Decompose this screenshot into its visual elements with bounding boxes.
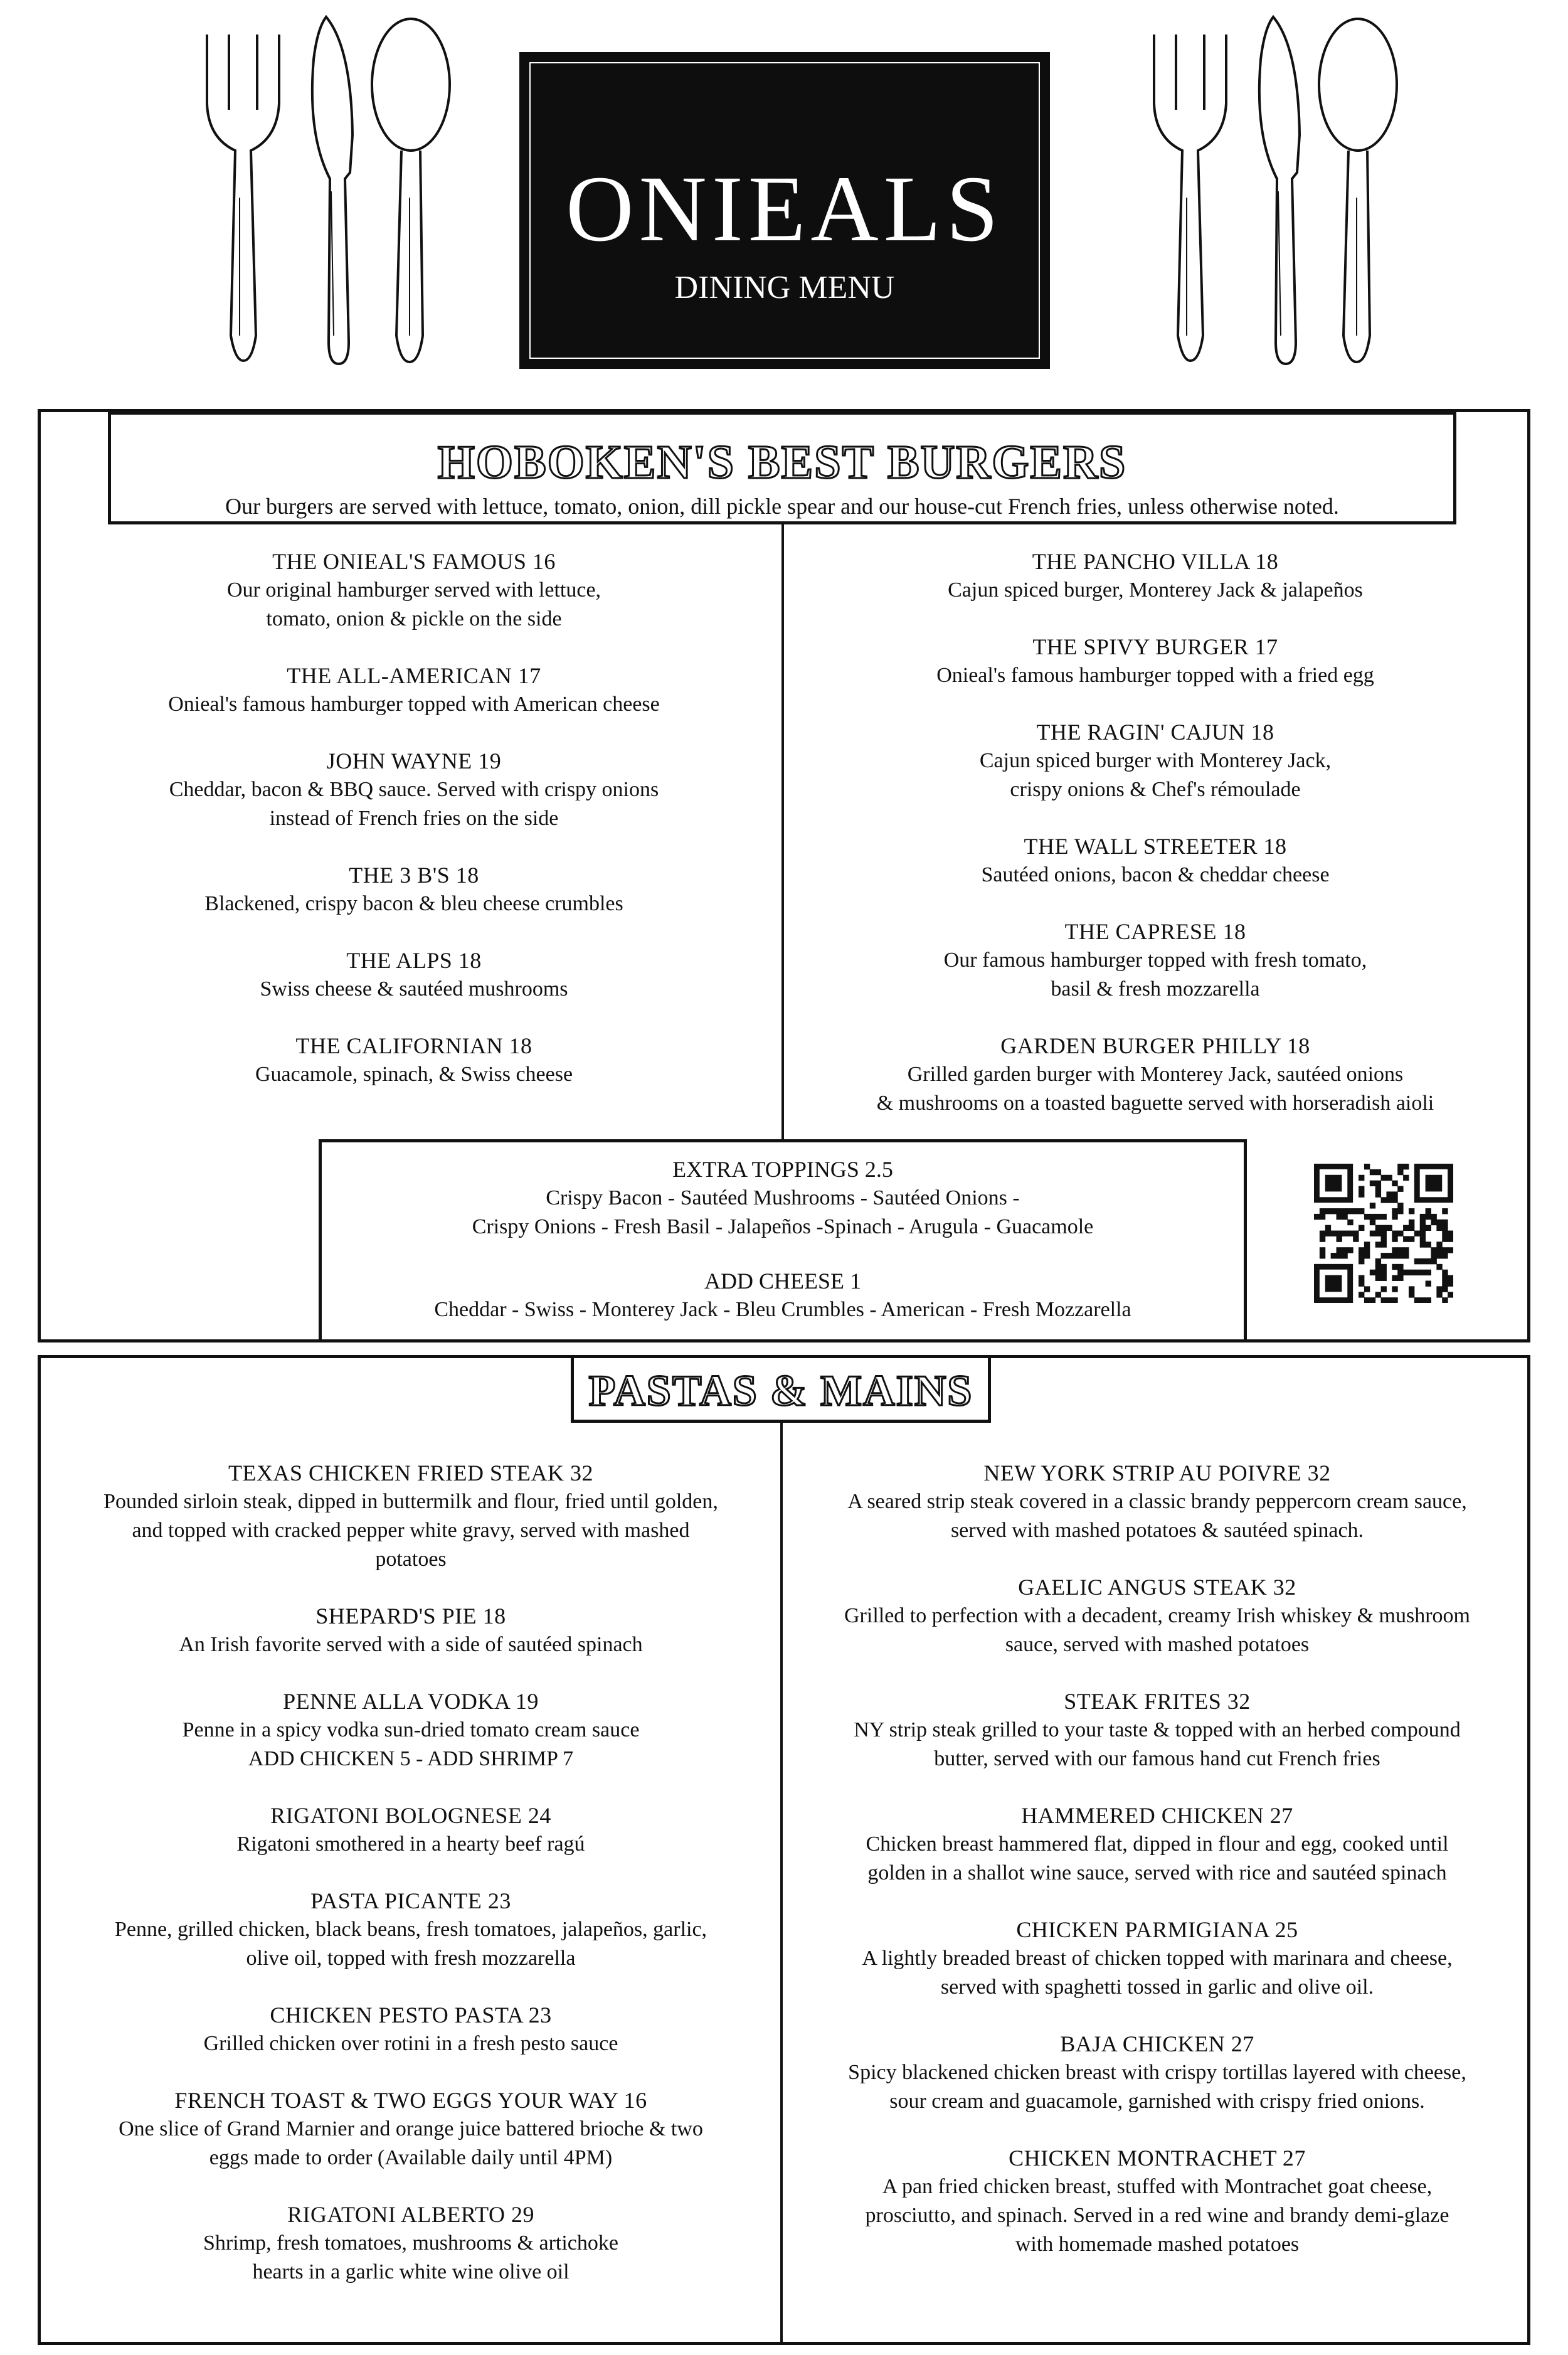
main-menu-item xyxy=(47,1886,775,1973)
burger-menu-item xyxy=(792,917,1519,1004)
menu-item-description: Grilled to perfection with a decadent, creamy Irish whiskey & mushroom xyxy=(844,1604,1470,1627)
burger-menu-item xyxy=(56,946,771,1004)
burger-menu-item xyxy=(792,1031,1519,1118)
menu-item-description: served with mashed potatoes & sautéed spinach. xyxy=(950,1519,1364,1542)
menu-item-name: RIGATONI BOLOGNESE 24 xyxy=(270,1803,551,1828)
menu-subtitle: DINING MENU xyxy=(674,270,895,306)
menu-item-name: FRENCH TOAST & TWO EGGS YOUR WAY 16 xyxy=(174,2088,647,2113)
extra-toppings-line-1: Crispy Bacon - Sautéed Mushrooms - Sautéed Onions - xyxy=(546,1186,1020,1209)
menu-item-name: THE PANCHO VILLA 18 xyxy=(1032,549,1279,574)
burger-menu-item xyxy=(56,547,771,634)
menu-item-description: Grilled garden burger with Monterey Jack, sautéed onions xyxy=(907,1063,1404,1086)
main-menu-item xyxy=(790,1915,1524,2002)
menu-item-description: eggs made to order (Available daily until 4PM) xyxy=(209,2146,613,2169)
main-menu-item xyxy=(790,1687,1524,1773)
menu-item-name: BAJA CHICKEN 27 xyxy=(1060,2031,1254,2056)
menu-item-name: GAELIC ANGUS STEAK 32 xyxy=(1018,1575,1296,1600)
main-menu-item xyxy=(790,1801,1524,1888)
menu-item-description: One slice of Grand Marnier and orange juice battered brioche & two xyxy=(119,2117,703,2140)
menu-item-name: JOHN WAYNE 19 xyxy=(326,748,502,773)
logo-box xyxy=(519,52,1050,369)
main-menu-item xyxy=(790,1573,1524,1659)
menu-item-description: prosciutto, and spinach. Served in a red wine and brandy demi-glaze xyxy=(865,2204,1449,2227)
restaurant-name: ONIEALS xyxy=(566,157,1004,261)
menu-item-description: A seared strip steak covered in a classic brandy peppercorn cream sauce, xyxy=(847,1490,1467,1513)
menu-item-name: SHEPARD'S PIE 18 xyxy=(315,1603,506,1629)
menu-item-description: Cajun spiced burger with Monterey Jack, xyxy=(979,749,1332,772)
menu-item-name: THE CALIFORNIAN 18 xyxy=(295,1033,532,1058)
burger-menu-item xyxy=(792,632,1519,690)
burger-menu-item xyxy=(56,747,771,833)
menu-item-name: NEW YORK STRIP AU POIVRE 32 xyxy=(983,1460,1331,1486)
menu-item-name: STEAK FRITES 32 xyxy=(1064,1689,1251,1714)
menu-item-description: Blackened, crispy bacon & bleu cheese crumbles xyxy=(204,892,623,915)
burger-menu-item xyxy=(792,832,1519,890)
fork-icon xyxy=(207,35,279,361)
main-menu-item xyxy=(790,2029,1524,2116)
mains-column-divider xyxy=(780,1423,783,2345)
mains-right-column xyxy=(790,1459,1524,2287)
menu-item-name: THE SPIVY BURGER 17 xyxy=(1032,634,1278,659)
main-menu-item xyxy=(790,1459,1524,1545)
menu-item-description: golden in a shallot wine sauce, served with rice and sautéed spinach xyxy=(867,1861,1447,1885)
menu-item-description: crispy onions & Chef's rémoulade xyxy=(1010,778,1301,801)
menu-item-description: Spicy blackened chicken breast with crispy tortillas layered with cheese, xyxy=(848,2061,1466,2084)
menu-item-description: tomato, onion & pickle on the side xyxy=(266,607,562,630)
main-menu-item xyxy=(47,2200,775,2287)
menu-item-name: THE CAPRESE 18 xyxy=(1064,919,1246,944)
burger-menu-item xyxy=(792,718,1519,804)
menu-item-name: PASTA PICANTE 23 xyxy=(310,1888,511,1913)
menu-item-name: GARDEN BURGER PHILLY 18 xyxy=(1000,1033,1310,1058)
add-cheese-title: ADD CHEESE 1 xyxy=(704,1268,861,1294)
main-menu-item xyxy=(47,2086,775,2172)
burgers-title: HOBOKEN'S BEST BURGERS xyxy=(437,436,1127,489)
menu-item-name: PENNE ALLA VODKA 19 xyxy=(283,1689,539,1714)
main-menu-item xyxy=(47,1801,775,1859)
knife-icon xyxy=(312,17,352,364)
mains-title-box xyxy=(571,1355,991,1423)
menu-item-description: Grilled chicken over rotini in a fresh pesto sauce xyxy=(203,2032,618,2055)
menu-item-description: NY strip steak grilled to your taste & topped with an herbed compound xyxy=(854,1718,1461,1741)
menu-item-description: Cajun spiced burger, Monterey Jack & jalapeños xyxy=(948,578,1363,602)
extra-toppings-title: EXTRA TOPPINGS 2.5 xyxy=(672,1157,893,1182)
menu-item-description: Chicken breast hammered flat, dipped in flour and egg, cooked until xyxy=(866,1832,1449,1856)
burgers-right-column xyxy=(792,547,1519,1146)
menu-item-name: THE ONIEAL'S FAMOUS 16 xyxy=(272,549,556,574)
menu-item-description: Guacamole, spinach, & Swiss cheese xyxy=(255,1063,573,1086)
fork-icon xyxy=(1154,35,1226,361)
menu-item-description: Onieal's famous hamburger topped with a fried egg xyxy=(936,664,1374,687)
menu-item-name: THE ALL-AMERICAN 17 xyxy=(287,663,541,688)
burger-menu-item xyxy=(56,1031,771,1089)
main-menu-item xyxy=(790,2144,1524,2259)
menu-item-name: HAMMERED CHICKEN 27 xyxy=(1021,1803,1293,1828)
menu-item-name: CHICKEN PARMIGIANA 25 xyxy=(1016,1917,1298,1942)
cutlery-left-group xyxy=(201,9,464,370)
menu-item-description: olive oil, topped with fresh mozzarella xyxy=(246,1947,576,1970)
menu-item-description: butter, served with our famous hand cut French fries xyxy=(934,1747,1380,1770)
menu-item-description: served with spaghetti tossed in garlic and olive oil. xyxy=(940,1975,1374,1999)
qr-code-icon[interactable] xyxy=(1314,1164,1453,1303)
burger-menu-item xyxy=(792,547,1519,605)
menu-item-description: with homemade mashed potatoes xyxy=(1015,2233,1300,2256)
main-menu-item xyxy=(47,1687,775,1773)
menu-item-description: ADD CHICKEN 5 - ADD SHRIMP 7 xyxy=(248,1747,574,1770)
menu-item-description: sauce, served with mashed potatoes xyxy=(1005,1633,1310,1656)
menu-item-description: Our original hamburger served with lettuce, xyxy=(226,578,601,602)
menu-item-description: Sautéed onions, bacon & cheddar cheese xyxy=(981,863,1330,886)
menu-item-name: RIGATONI ALBERTO 29 xyxy=(287,2202,535,2227)
burger-menu-item xyxy=(56,661,771,719)
menu-item-description: A pan fried chicken breast, stuffed with Montrachet goat cheese, xyxy=(882,2175,1433,2198)
menu-item-description: Our famous hamburger topped with fresh tomato, xyxy=(943,949,1367,972)
menu-item-description: Rigatoni smothered in a hearty beef ragú xyxy=(236,1832,585,1856)
main-menu-item xyxy=(47,1459,775,1574)
menu-item-description: potatoes xyxy=(375,1548,447,1571)
menu-item-description: Pounded sirloin steak, dipped in buttermilk and flour, fried until golden, xyxy=(103,1490,718,1513)
spoon-icon xyxy=(1319,19,1397,362)
menu-item-name: CHICKEN MONTRACHET 27 xyxy=(1009,2145,1306,2171)
menu-item-description: and topped with cracked pepper white gravy, served with mashed xyxy=(132,1519,690,1542)
menu-item-name: THE RAGIN' CAJUN 18 xyxy=(1036,720,1274,745)
main-menu-item xyxy=(47,2001,775,2058)
toppings-box xyxy=(319,1139,1247,1342)
menu-item-name: TEXAS CHICKEN FRIED STEAK 32 xyxy=(228,1460,593,1486)
burgers-note: Our burgers are served with lettuce, tomato, onion, dill pickle spear and our house-cut French fries, unless otherwise noted. xyxy=(225,494,1339,519)
knife-icon xyxy=(1259,17,1300,364)
menu-item-name: THE WALL STREETER 18 xyxy=(1024,834,1287,859)
extra-toppings-line-2: Crispy Onions - Fresh Basil - Jalapeños -Spinach - Arugula - Guacamole xyxy=(472,1215,1094,1238)
menu-item-description: Penne in a spicy vodka sun-dried tomato cream sauce xyxy=(182,1718,640,1741)
menu-item-description: Shrimp, fresh tomatoes, mushrooms & artichoke xyxy=(203,2231,618,2255)
menu-item-description: An Irish favorite served with a side of sautéed spinach xyxy=(179,1633,643,1656)
menu-item-description: basil & fresh mozzarella xyxy=(1051,977,1260,1001)
menu-item-description: Penne, grilled chicken, black beans, fresh tomatoes, jalapeños, garlic, xyxy=(114,1918,707,1941)
burgers-left-column xyxy=(56,547,771,1117)
menu-item-description: Onieal's famous hamburger topped with American cheese xyxy=(168,693,660,716)
menu-item-description: & mushrooms on a toasted baguette served with horseradish aioli xyxy=(876,1092,1434,1115)
menu-item-description: instead of French fries on the side xyxy=(269,807,559,830)
burger-menu-item xyxy=(56,861,771,918)
spoon-icon xyxy=(372,19,450,362)
burgers-title-box xyxy=(108,412,1456,524)
menu-item-description: Swiss cheese & sautéed mushrooms xyxy=(260,977,568,1001)
menu-item-name: THE 3 B'S 18 xyxy=(349,863,479,888)
add-cheese-line: Cheddar - Swiss - Monterey Jack - Bleu Crumbles - American - Fresh Mozzarella xyxy=(434,1298,1131,1321)
menu-item-description: hearts in a garlic white wine olive oil xyxy=(252,2260,569,2283)
burgers-column-divider xyxy=(781,524,784,1139)
menu-item-description: A lightly breaded breast of chicken topped with marinara and cheese, xyxy=(862,1947,1453,1970)
mains-title: PASTAS & MAINS xyxy=(588,1367,973,1415)
main-menu-item xyxy=(47,1602,775,1659)
menu-item-name: CHICKEN PESTO PASTA 23 xyxy=(270,2002,552,2028)
menu-item-description: Cheddar, bacon & BBQ sauce. Served with crispy onions xyxy=(169,778,659,801)
menu-item-name: THE ALPS 18 xyxy=(346,948,482,973)
menu-item-description: sour cream and guacamole, garnished with crispy fried onions. xyxy=(889,2090,1425,2113)
mains-left-column xyxy=(47,1459,775,2314)
cutlery-right-group xyxy=(1148,9,1411,370)
